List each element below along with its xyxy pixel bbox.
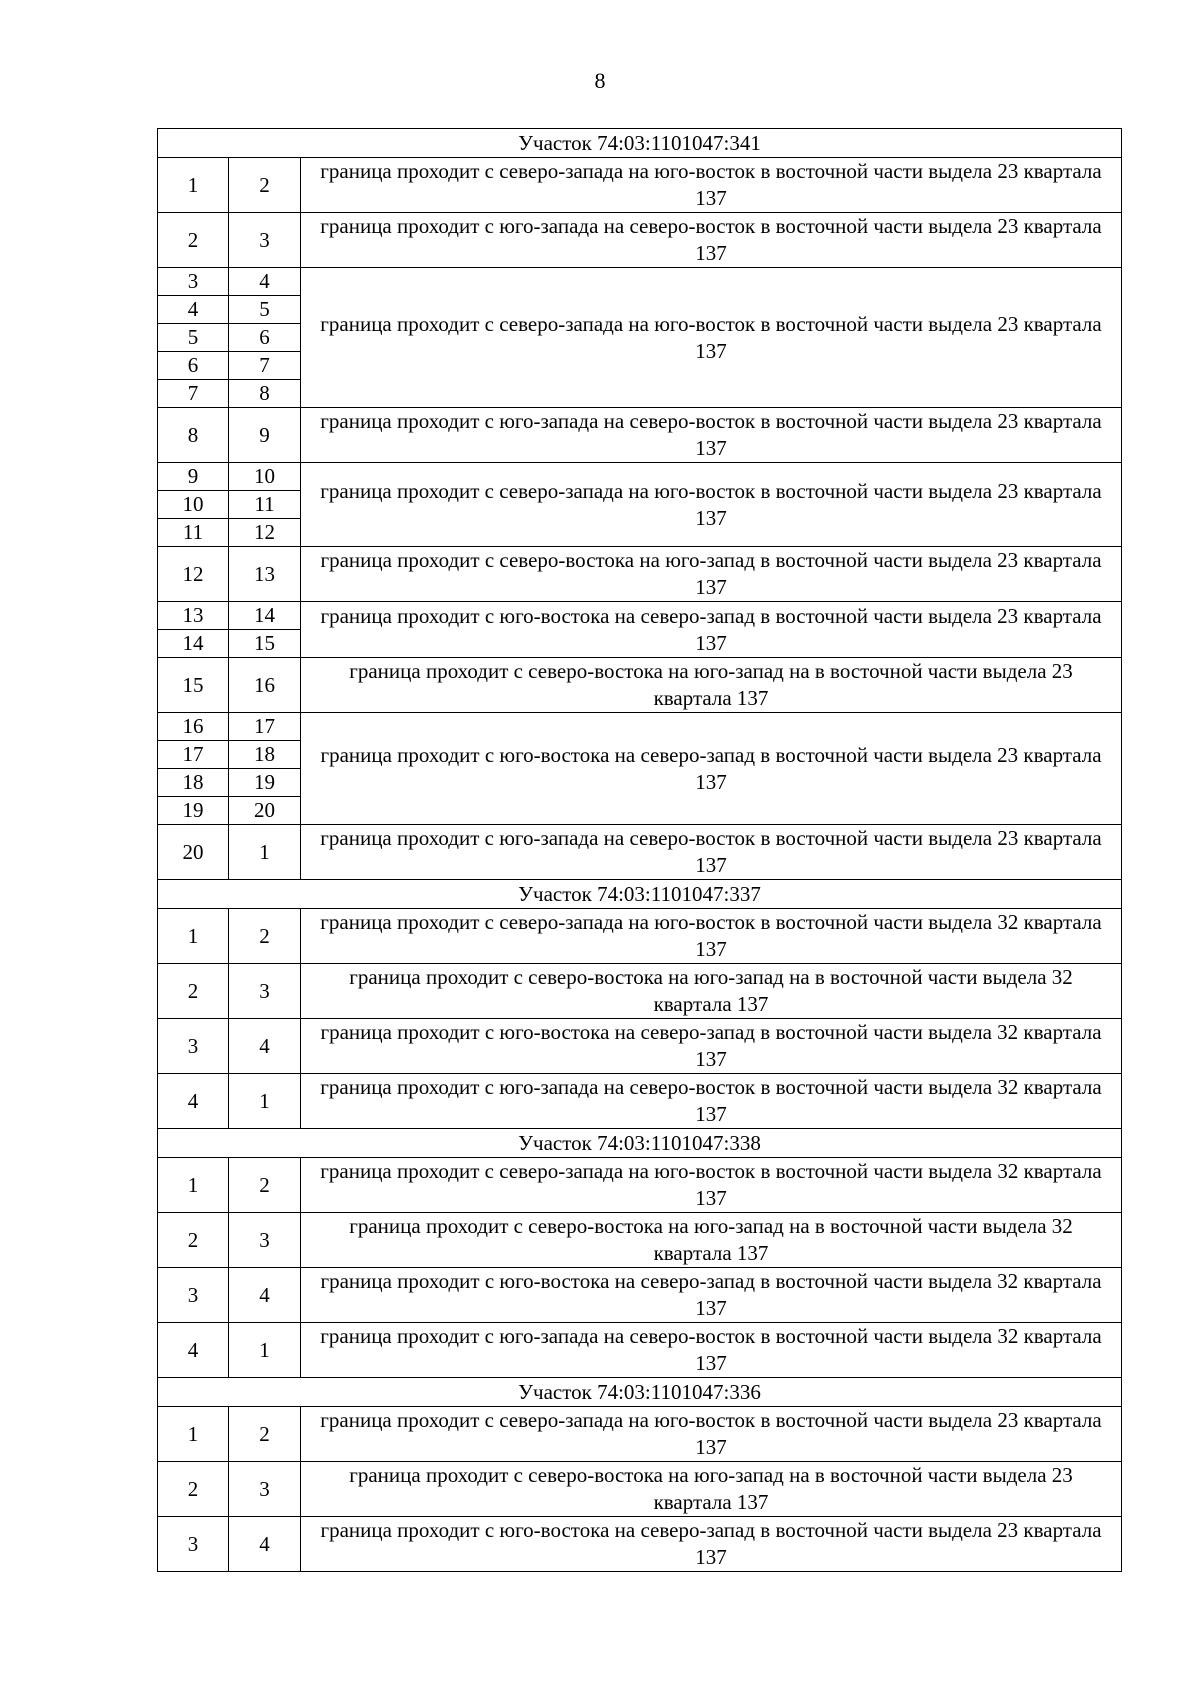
- point-to: 8: [229, 380, 301, 408]
- point-from: 3: [158, 1019, 229, 1074]
- table-row: [158, 547, 1122, 602]
- table-row: [158, 1074, 1122, 1129]
- point-to: 17: [229, 713, 301, 741]
- point-to: 9: [229, 408, 301, 463]
- point-from: 18: [158, 769, 229, 797]
- section-title: Участок 74:03:1101047:336: [158, 1378, 1122, 1407]
- point-to: 2: [229, 909, 301, 964]
- point-to: 1: [229, 1323, 301, 1378]
- point-from: 8: [158, 408, 229, 463]
- table-row: [158, 1268, 1122, 1323]
- point-to: 4: [229, 1268, 301, 1323]
- point-from: 13: [158, 602, 229, 630]
- boundary-description: граница проходит с юго-запада на северо-восток в восточной части выдела 32 квартала 137: [301, 1323, 1122, 1378]
- table-row: [158, 602, 1122, 630]
- table-row: [158, 825, 1122, 880]
- table-row: [158, 1019, 1122, 1074]
- point-from: 2: [158, 1462, 229, 1517]
- point-from: 15: [158, 658, 229, 713]
- point-to: 4: [229, 1517, 301, 1572]
- table-row: [158, 1323, 1122, 1378]
- boundary-description: граница проходит с северо-запада на юго-восток в восточной части выдела 32 квартала 137: [301, 909, 1122, 964]
- point-to: 12: [229, 519, 301, 547]
- point-from: 9: [158, 463, 229, 491]
- point-to: 6: [229, 324, 301, 352]
- boundary-description: граница проходит с юго-запада на северо-восток в восточной части выдела 32 квартала 137: [301, 1074, 1122, 1129]
- boundary-description: граница проходит с северо-запада на юго-восток в восточной части выдела 32 квартала 137: [301, 1158, 1122, 1213]
- boundary-description: граница проходит с северо-запада на юго-восток в восточной части выдела 23 квартала 137: [301, 1407, 1122, 1462]
- point-from: 3: [158, 268, 229, 296]
- table-row: [158, 658, 1122, 713]
- point-from: 11: [158, 519, 229, 547]
- boundary-description: граница проходит с юго-запада на северо-восток в восточной части выдела 23 квартала 137: [301, 213, 1122, 268]
- point-from: 2: [158, 213, 229, 268]
- point-to: 19: [229, 769, 301, 797]
- section-header-row: [158, 1129, 1122, 1158]
- point-to: 15: [229, 630, 301, 658]
- point-from: 19: [158, 797, 229, 825]
- boundary-description: граница проходит с северо-востока на юго-запад на в восточной части выдела 23 квартала 137: [301, 1462, 1122, 1517]
- point-to: 5: [229, 296, 301, 324]
- point-to: 18: [229, 741, 301, 769]
- table-row: [158, 463, 1122, 491]
- section-title: Участок 74:03:1101047:337: [158, 880, 1122, 909]
- boundary-description: граница проходит с северо-запада на юго-восток в восточной части выдела 23 квартала 137: [301, 463, 1122, 547]
- section-header-row: [158, 129, 1122, 158]
- page-number: 8: [594, 68, 606, 93]
- boundary-description: граница проходит с северо-востока на юго-запад на в восточной части выдела 23 квартала 137: [301, 658, 1122, 713]
- point-from: 1: [158, 1407, 229, 1462]
- boundary-description: граница проходит с северо-запада на юго-восток в восточной части выдела 23 квартала 137: [301, 268, 1122, 408]
- point-from: 2: [158, 964, 229, 1019]
- boundary-description: граница проходит с юго-востока на северо-запад в восточной части выдела 23 квартала 137: [301, 602, 1122, 658]
- boundary-table: [157, 128, 1122, 1572]
- point-to: 3: [229, 1462, 301, 1517]
- table-row: [158, 213, 1122, 268]
- point-to: 1: [229, 1074, 301, 1129]
- point-to: 11: [229, 491, 301, 519]
- table-row: [158, 1407, 1122, 1462]
- point-to: 7: [229, 352, 301, 380]
- table-row: [158, 268, 1122, 296]
- point-to: 3: [229, 1213, 301, 1268]
- point-from: 17: [158, 741, 229, 769]
- boundary-description: граница проходит с юго-запада на северо-восток в восточной части выдела 23 квартала 137: [301, 825, 1122, 880]
- point-from: 2: [158, 1213, 229, 1268]
- table-row: [158, 408, 1122, 463]
- point-from: 1: [158, 158, 229, 213]
- point-from: 3: [158, 1517, 229, 1572]
- boundary-description: граница проходит с северо-запада на юго-восток в восточной части выдела 23 квартала 137: [301, 158, 1122, 213]
- point-from: 16: [158, 713, 229, 741]
- point-to: 13: [229, 547, 301, 602]
- table-row: [158, 964, 1122, 1019]
- point-from: 5: [158, 324, 229, 352]
- point-to: 16: [229, 658, 301, 713]
- boundary-description: граница проходит с юго-востока на северо-запад в восточной части выдела 32 квартала 137: [301, 1268, 1122, 1323]
- point-from: 4: [158, 296, 229, 324]
- point-from: 20: [158, 825, 229, 880]
- point-to: 3: [229, 213, 301, 268]
- table-row: [158, 1158, 1122, 1213]
- point-to: 4: [229, 268, 301, 296]
- point-from: 1: [158, 1158, 229, 1213]
- point-from: 10: [158, 491, 229, 519]
- point-to: 3: [229, 964, 301, 1019]
- table-row: [158, 1213, 1122, 1268]
- point-from: 3: [158, 1268, 229, 1323]
- boundary-description: граница проходит с юго-востока на северо-запад в восточной части выдела 32 квартала 137: [301, 1019, 1122, 1074]
- boundary-description: граница проходит с юго-востока на северо-запад в восточной части выдела 23 квартала 137: [301, 713, 1122, 825]
- section-header-row: [158, 880, 1122, 909]
- point-to: 2: [229, 158, 301, 213]
- point-from: 7: [158, 380, 229, 408]
- section-header-row: [158, 1378, 1122, 1407]
- table-row: [158, 1462, 1122, 1517]
- point-to: 1: [229, 825, 301, 880]
- point-to: 4: [229, 1019, 301, 1074]
- table-row: [158, 158, 1122, 213]
- point-from: 4: [158, 1074, 229, 1129]
- boundary-description: граница проходит с юго-востока на северо-запад в восточной части выдела 23 квартала 137: [301, 1517, 1122, 1572]
- boundary-description: граница проходит с северо-востока на юго-запад на в восточной части выдела 32 квартала 137: [301, 1213, 1122, 1268]
- point-to: 2: [229, 1407, 301, 1462]
- section-title: Участок 74:03:1101047:341: [158, 129, 1122, 158]
- point-from: 6: [158, 352, 229, 380]
- table-row: [158, 713, 1122, 741]
- point-from: 4: [158, 1323, 229, 1378]
- point-from: 12: [158, 547, 229, 602]
- table-row: [158, 909, 1122, 964]
- table-body: [158, 129, 1122, 1572]
- point-to: 20: [229, 797, 301, 825]
- section-title: Участок 74:03:1101047:338: [158, 1129, 1122, 1158]
- point-to: 14: [229, 602, 301, 630]
- table-row: [158, 1517, 1122, 1572]
- point-to: 2: [229, 1158, 301, 1213]
- point-from: 1: [158, 909, 229, 964]
- boundary-description: граница проходит с северо-востока на юго-запад на в восточной части выдела 32 квартала 137: [301, 964, 1122, 1019]
- boundary-description: граница проходит с юго-запада на северо-восток в восточной части выдела 23 квартала 137: [301, 408, 1122, 463]
- boundary-description: граница проходит с северо-востока на юго-запад в восточной части выдела 23 квартала 137: [301, 547, 1122, 602]
- point-from: 14: [158, 630, 229, 658]
- point-to: 10: [229, 463, 301, 491]
